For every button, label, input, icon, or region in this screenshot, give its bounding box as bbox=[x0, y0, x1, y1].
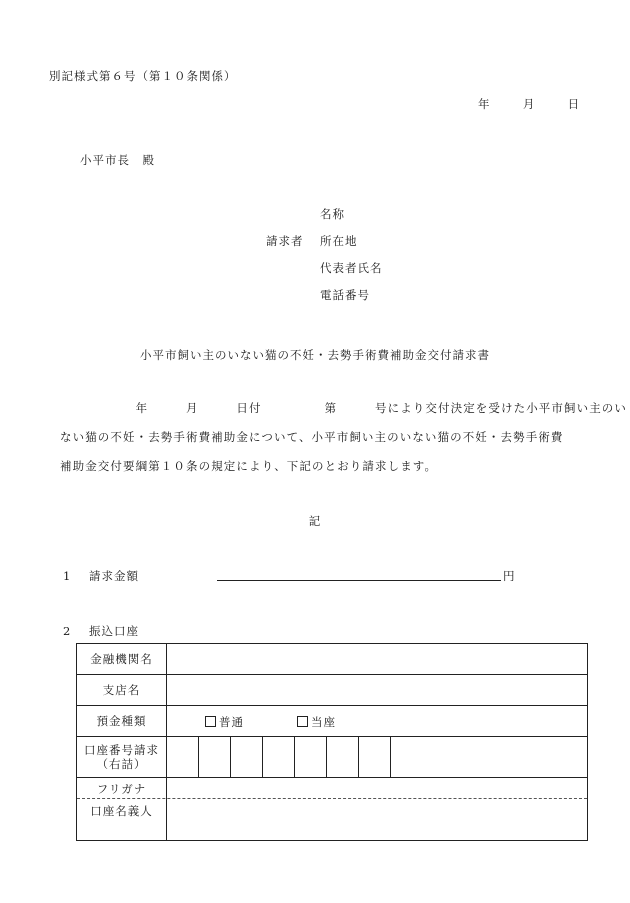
account-digit-box[interactable] bbox=[263, 737, 295, 777]
account-holder-field[interactable] bbox=[167, 799, 587, 840]
ordinary-checkbox[interactable] bbox=[205, 716, 216, 727]
body-line-1: 年 月 日付 第 号により交付決定を受けた小平市飼い主のい bbox=[60, 401, 627, 415]
yen-unit: 円 bbox=[503, 569, 516, 583]
addressee: 小平市長 殿 bbox=[80, 153, 155, 167]
bank-name-field[interactable] bbox=[167, 644, 588, 675]
claim-amount-label: 請求金額 bbox=[89, 569, 139, 583]
deposit-type-field bbox=[167, 706, 588, 737]
branch-name-label: 支店名 bbox=[77, 675, 167, 706]
ordinary-label: 普通 bbox=[219, 715, 244, 729]
form-identifier: 別記様式第６号（第１０条関係） bbox=[49, 69, 237, 83]
item-number: 2 bbox=[63, 624, 72, 638]
current-checkbox[interactable] bbox=[297, 716, 308, 727]
bank-name-label: 金融機関名 bbox=[77, 644, 167, 675]
account-digit-box[interactable] bbox=[231, 737, 263, 777]
transfer-account-heading bbox=[63, 623, 139, 639]
account-number-label bbox=[77, 737, 167, 778]
account-digit-box[interactable] bbox=[295, 737, 327, 777]
account-number-label-line2: （右詰） bbox=[96, 757, 147, 771]
account-digit-box[interactable] bbox=[199, 737, 231, 777]
account-digit-box[interactable] bbox=[327, 737, 359, 777]
day-label: 日 bbox=[567, 97, 580, 111]
account-digit-box[interactable] bbox=[167, 737, 199, 777]
furigana-label: フリガナ bbox=[96, 782, 147, 796]
year-label: 年 bbox=[478, 97, 490, 111]
applicant-block bbox=[266, 206, 383, 314]
account-number-field bbox=[167, 737, 588, 778]
date-line bbox=[478, 96, 579, 112]
applicant-phone-label: 電話番号 bbox=[320, 288, 370, 302]
body-line-3: 補助金交付要綱第１０条の規定により、下記のとおり請求します。 bbox=[60, 459, 438, 473]
account-holder-cell bbox=[77, 778, 588, 841]
applicant-address-label: 所在地 bbox=[320, 234, 358, 248]
ordinary-option[interactable] bbox=[205, 714, 244, 730]
applicant-role-label: 請求者 bbox=[266, 234, 304, 248]
ki-heading: 記 bbox=[308, 514, 322, 528]
current-option[interactable] bbox=[297, 714, 336, 730]
current-label: 当座 bbox=[311, 715, 336, 729]
transfer-account-label: 振込口座 bbox=[89, 624, 139, 638]
claim-amount-row bbox=[63, 568, 139, 584]
account-number-label-line1: 口座番号請求 bbox=[84, 743, 159, 757]
month-label: 月 bbox=[522, 97, 535, 111]
applicant-name-label: 名称 bbox=[320, 207, 345, 221]
body-line-2: ない猫の不妊・去勢手術費補助金について、小平市飼い主のいない猫の不妊・去勢手術費 bbox=[60, 430, 564, 444]
item-number: 1 bbox=[63, 569, 72, 583]
branch-name-field[interactable] bbox=[167, 675, 588, 706]
account-holder-label: 口座名義人 bbox=[90, 804, 153, 818]
applicant-representative-label: 代表者氏名 bbox=[320, 261, 383, 275]
furigana-field[interactable] bbox=[167, 778, 587, 798]
body-text bbox=[60, 394, 627, 481]
document-title: 小平市飼い主のいない猫の不妊・去勢手術費補助金交付請求書 bbox=[140, 348, 490, 362]
deposit-type-label: 預金種類 bbox=[77, 706, 167, 737]
claim-amount-field[interactable] bbox=[217, 580, 501, 581]
account-digit-box[interactable] bbox=[359, 737, 391, 777]
account-table bbox=[76, 643, 588, 841]
